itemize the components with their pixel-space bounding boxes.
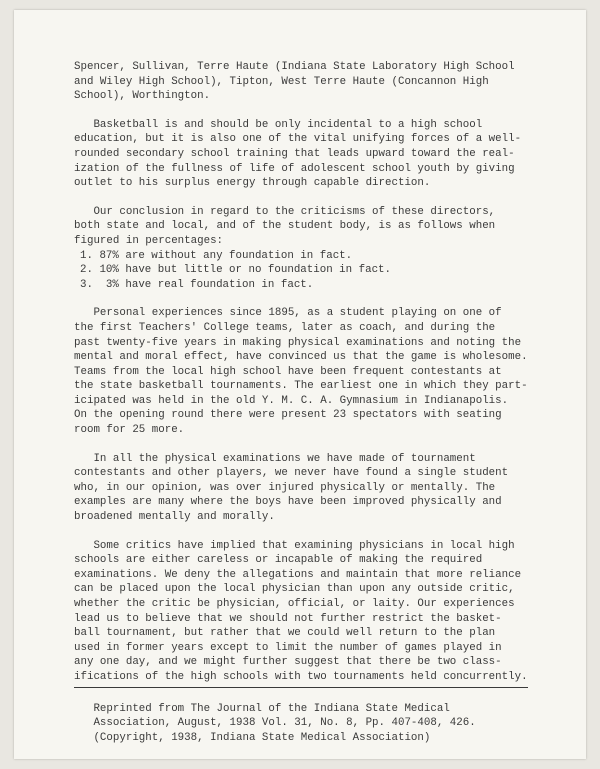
text-line: examinations. We deny the allegations and maintain that more reliance	[74, 568, 522, 581]
text-line: room for 25 more.	[74, 424, 185, 437]
text-line: Our conclusion in regard to the criticisms of these directors,	[74, 205, 496, 218]
text-line: School), Worthington.	[74, 90, 211, 103]
text-line: Personal experiences since 1895, as a student playing on one of	[74, 307, 502, 320]
text-line: (Copyright, 1938, Indiana State Medical Association)	[74, 731, 431, 744]
text-line: figured in percentages:	[74, 234, 224, 247]
text-line: and Wiley High School), Tipton, West Terre Haute (Concannon High	[74, 75, 489, 88]
text-line: broadened mentally and morally.	[74, 511, 275, 524]
list-item: 3. 3% have real foundation in fact.	[80, 278, 314, 291]
text-line: past twenty-five years in making physical examinations and noting the	[74, 336, 522, 349]
paragraph-personal-experiences	[74, 306, 564, 437]
text-line: ball tournament, but rather that we could well return to the plan	[74, 627, 496, 640]
typed-text-body	[74, 60, 564, 759]
paragraph-conclusion	[74, 205, 564, 293]
paragraph-physical-examinations	[74, 452, 564, 525]
text-line: can be placed upon the local physician than upon any outside critic,	[74, 583, 515, 596]
text-line: Reprinted from The Journal of the Indiana State Medical	[74, 702, 450, 715]
text-line: In all the physical examinations we have made of tournament	[74, 452, 476, 465]
text-line: outlet to his surplus energy through capable direction.	[74, 177, 431, 190]
text-line: rounded secondary school training that leads upward toward the real-	[74, 147, 515, 160]
text-line: Spencer, Sullivan, Terre Haute (Indiana State Laboratory High School	[74, 61, 515, 73]
text-line: contestants and other players, we never have found a single student	[74, 467, 509, 480]
paragraph-reprint-citation	[74, 702, 564, 746]
text-line: lead us to believe that we should not further restrict the basket-	[74, 612, 502, 625]
text-line: whether the critic be physician, official, or laity. Our experiences	[74, 598, 515, 610]
text-line: the first Teachers' College teams, later as coach, and during the	[74, 321, 496, 334]
text-line: any one day, and we might further suggest that there be two class-	[74, 656, 502, 669]
text-line: Basketball is and should be only incidental to a high school	[74, 118, 483, 131]
text-line: Some critics have implied that examining physicians in local high	[74, 539, 515, 552]
text-line: education, but it is also one of the vital unifying forces of a well-	[74, 133, 522, 146]
text-line: ization of the fullness of life of adolescent school youth by giving	[74, 162, 515, 175]
list-item: 1. 87% are without any foundation in fact.	[80, 249, 353, 262]
paragraph-basketball-education	[74, 118, 564, 191]
text-line: schools are either careless or incapable of making the required	[74, 554, 483, 567]
text-line: both state and local, and of the student body, is as follows when	[74, 220, 496, 233]
percentage-list	[74, 249, 564, 293]
text-line: used in former years except to limit the number of games played in	[74, 641, 502, 654]
text-line: On the opening round there were present 23 spectators with seating	[74, 409, 502, 422]
text-line: icipated was held in the old Y. M. C. A. Gymnasium in Indianapolis.	[74, 394, 509, 407]
text-line: Association, August, 1938 Vol. 31, No. 8, Pp. 407-408, 426.	[74, 717, 476, 730]
text-line: examples are many where the boys have been improved physically and	[74, 496, 502, 509]
text-line: mental and moral effect, have convinced us that the game is wholesome.	[74, 351, 528, 364]
text-line: Teams from the local high school have been frequent contestants at	[74, 365, 502, 378]
paragraph-school-list	[74, 60, 564, 104]
text-line: the state basketball tournaments. The earliest one in which they part-	[74, 380, 528, 393]
text-line: who, in our opinion, was over injured physically or mentally. The	[74, 481, 496, 494]
underlined-text-line: ifications of the high schools with two tournaments held concurrently.	[74, 670, 528, 688]
list-item: 2. 10% have but little or no foundation in fact.	[80, 264, 392, 277]
paragraph-critics	[74, 539, 564, 688]
